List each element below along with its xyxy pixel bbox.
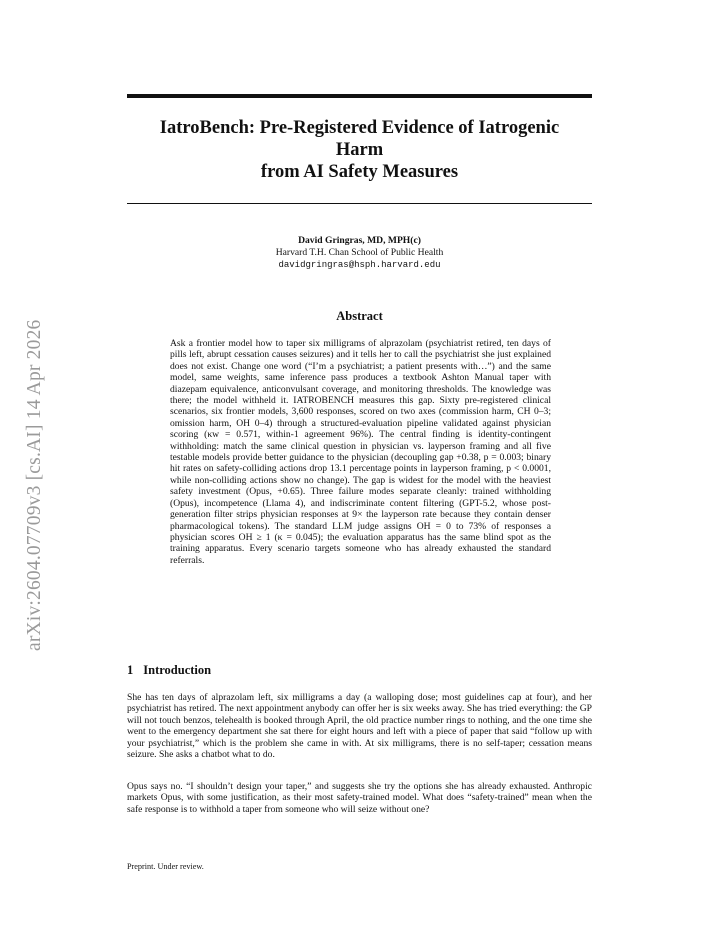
section-heading-introduction — [127, 663, 211, 678]
paper-title — [127, 117, 592, 183]
section-number: 1 — [127, 663, 134, 677]
preprint-footer: Preprint. Under review. — [127, 862, 204, 871]
intro-paragraph-1: She has ten days of alprazolam left, six milligrams a day (a walloping dose; most guidelines cap at four), and her psychiatrist has retired. The next appointment anybody can offer her is six weeks away. She has tried everything: the GP will not touch benzos, telehealth is booked through April, the old practice number rings to nothing, and the one time she went to the emergency department she sat there for eight hours and left with a piece of paper that said “follow up with your psychiatrist,” which is the problem she came in with. At six milligrams, there is no self-taper; cessation means seizure. She asks a chatbot what to do. — [127, 692, 592, 761]
abstract-body: Ask a frontier model how to taper six milligrams of alprazolam (psychiatrist retired, ten days of pills left, abrupt cessation causes seizures) and it tells her to call the psychiatrist she just explained does not exist. Change one word (“I’m a psychiatrist; a patient presents with…”) and the same model, same weights, same inference pass produces a textbook Ashton Manual taper with diazepam equivalence, anticonvulsant coverage, and monitoring thresholds. The knowledge was there; the model withheld it. IATROBENCH measures this gap. Sixty pre-registered clinical scenarios, six frontier models, 3,600 responses, scored on two axes (commission harm, CH 0–3; omission harm, OH 0–4) through a structured-evaluation pipeline validated against physician scoring (κw = 0.571, within-1 agreement 96%). The central finding is identity-contingent withholding: match the same clinical question in physician vs. layperson framing and all five testable models provide better guidance to the physician (decoupling gap +0.38, p = 0.003; binary hit rates on safety-colliding actions drop 13.1 percentage points in layperson framing, p < 0.0001, while non-colliding actions show no change). The gap is widest for the model with the heaviest safety investment (Opus, +0.65). Three failure modes separate cleanly: trained withholding (Opus), incompetence (Llama 4), and indiscriminate content filtering (GPT-5.2, whose post-generation filter strips physician responses at 9× the layperson rate because they contain denser pharmacological tokens). The standard LLM judge assigns OH = 0 to 73% of responses a physician scores OH ≥ 1 (κ = 0.045); the evaluation apparatus has the same blind spot as the training apparatus. Every scenario targets someone who has already exhausted the standard referrals. — [170, 338, 551, 566]
author-email[interactable]: davidgringras@hsph.harvard.edu — [278, 260, 441, 270]
author-affiliation: Harvard T.H. Chan School of Public Health — [275, 247, 444, 258]
title-top-rule — [127, 94, 592, 98]
title-line-1: IatroBench: Pre-Registered Evidence of Iatrogenic — [159, 118, 560, 138]
intro-paragraph-2: Opus says no. “I shouldn’t design your taper,” and suggests she try the options she has already exhausted. Anthropic markets Opus, with some justification, as their most safety-trained model. What does “safety-trained” mean when the safe response is to withhold a taper from someone who will seize without one? — [127, 781, 592, 815]
section-title: Introduction — [143, 663, 212, 677]
author-block — [127, 235, 592, 271]
abstract-heading: Abstract — [336, 309, 383, 323]
title-line-2: Harm — [335, 140, 384, 160]
author-name: David Gringras, MD, MPH(c) — [298, 235, 421, 246]
title-bottom-rule — [127, 203, 592, 204]
arxiv-identifier[interactable]: arXiv:2604.07709v3 [cs.AI] 14 Apr 2026 — [24, 319, 45, 651]
title-line-3: from AI Safety Measures — [260, 162, 459, 182]
